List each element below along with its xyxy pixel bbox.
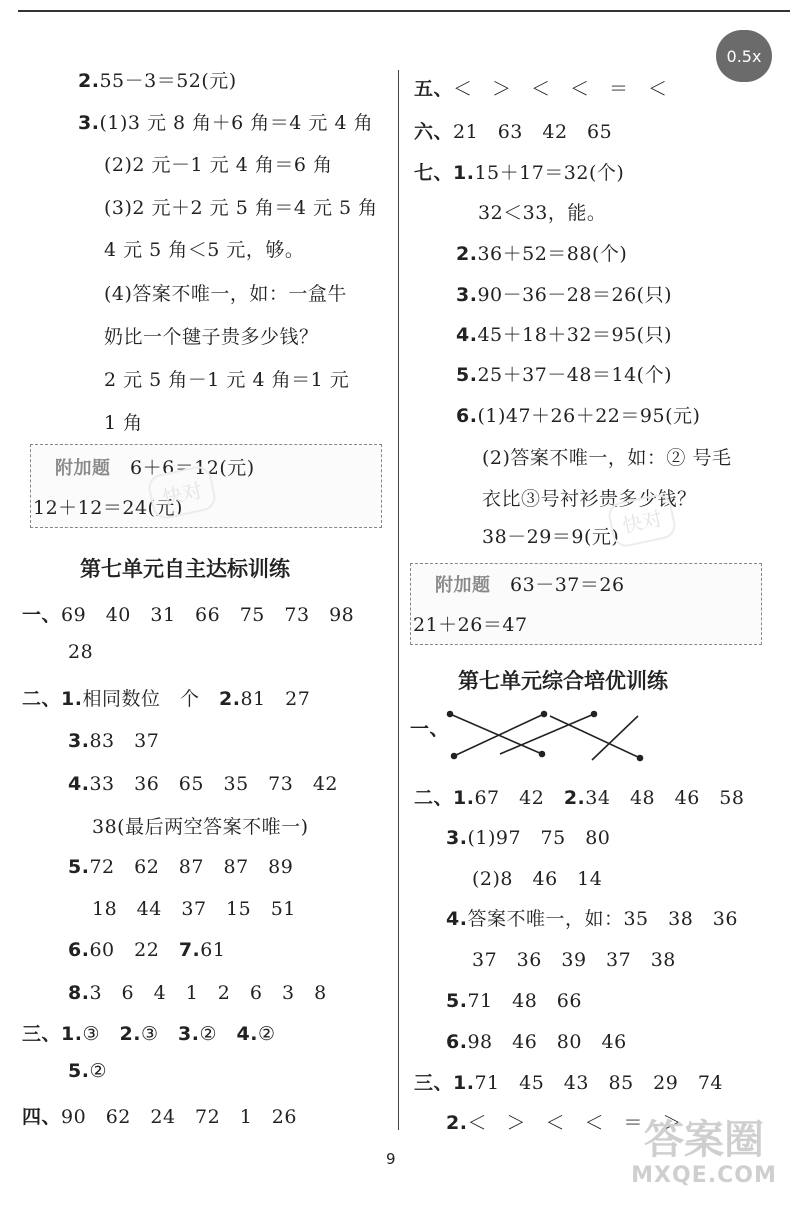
faint-stamp: 快对 xyxy=(606,492,678,549)
matching-lines-diagram xyxy=(444,704,644,766)
answer-line: 2 元 5 角－1 元 4 角＝1 元 xyxy=(104,369,350,391)
answer-line: 4 元 5 角＜5 元，够。 xyxy=(104,239,305,261)
answer-line: 5.72 62 87 87 89 xyxy=(68,856,294,878)
answer-line: 2.55－3＝52(元) xyxy=(78,70,237,92)
answer-line: 28 xyxy=(68,641,94,663)
bonus-label: 附加题 xyxy=(55,458,111,479)
section-title: 第七单元自主达标训练 xyxy=(80,557,290,581)
bonus-line: 附加题 6＋6＝12(元) xyxy=(55,457,255,479)
answer-line: (2)8 46 14 xyxy=(472,868,603,890)
bonus-label: 附加题 xyxy=(435,575,491,596)
answer-line: 奶比一个毽子贵多少钱？ xyxy=(104,326,319,348)
answer-line: 5.25＋37－48＝14(个) xyxy=(456,364,672,386)
answer-line: (4)答案不唯一，如：一盒牛 xyxy=(104,283,347,305)
zoom-badge[interactable]: 0.5x xyxy=(716,30,772,82)
bonus-box xyxy=(410,563,762,645)
answer-line: 五、＜ ＞ ＜ ＜ ＝ ＜ xyxy=(414,78,668,100)
faint-stamp: 快对 xyxy=(146,464,218,521)
answer-line: 6.60 22 7.61 xyxy=(68,939,226,961)
answer-line: 6.98 46 80 46 xyxy=(446,1031,627,1053)
match-line xyxy=(550,716,640,758)
answer-line: 3.(1)97 75 80 xyxy=(446,827,611,849)
answer-line: 2.＜ ＞ ＜ ＜ ＝ ＞ xyxy=(446,1112,682,1134)
column-divider xyxy=(398,70,399,1130)
answer-line: 32＜33，能。 xyxy=(478,202,607,224)
bonus-line: 附加题 63－37＝26 xyxy=(435,574,625,596)
answer-line: 2.36＋52＝88(个) xyxy=(456,243,628,265)
answer-line: 二、1.相同数位 个 2.81 27 xyxy=(22,688,311,710)
page-number: 9 xyxy=(386,1150,396,1168)
answer-line: (3)2 元＋2 元 5 角＝4 元 5 角 xyxy=(104,197,378,219)
match-point xyxy=(542,712,547,717)
answer-line: 衣比③号衬衫贵多少钱？ xyxy=(482,488,697,510)
answer-line: 38－29＝9(元) xyxy=(482,526,620,548)
match-line xyxy=(500,714,594,754)
answer-line: 3.90－36－28＝26(只) xyxy=(456,284,672,306)
answer-line: 8.3 6 4 1 2 6 3 8 xyxy=(68,982,327,1004)
watermark-url: MXQE.COM xyxy=(631,1163,777,1188)
answer-line: 七、1.15＋17＝32(个) xyxy=(414,162,625,184)
section-title: 第七单元综合培优训练 xyxy=(458,669,668,693)
match-point xyxy=(540,752,545,757)
bonus-line: 12＋12＝24(元) xyxy=(33,497,183,519)
match-point xyxy=(592,712,597,717)
answer-line: 三、1.71 45 43 85 29 74 xyxy=(414,1072,724,1094)
answer-line: 18 44 37 15 51 xyxy=(92,898,296,920)
match-point xyxy=(448,712,453,717)
answer-line: 6.(1)47＋26＋22＝95(元) xyxy=(456,405,701,427)
match-point xyxy=(452,754,457,759)
answer-line: 3.(1)3 元 8 角＋6 角＝4 元 4 角 xyxy=(78,112,374,134)
top-rule xyxy=(18,10,790,12)
answer-line: 38(最后两空答案不唯一) xyxy=(92,816,309,838)
answer-line: 二、1.67 42 2.34 48 46 58 xyxy=(414,787,745,809)
answer-line: 一、69 40 31 66 75 73 98 xyxy=(22,604,355,626)
answer-line: 三、1.③ 2.③ 3.② 4.② xyxy=(22,1023,276,1045)
answer-line: 5.71 48 66 xyxy=(446,990,582,1012)
answer-line: 一、 xyxy=(410,718,450,740)
answer-line: 4.答案不唯一，如：35 38 36 xyxy=(446,908,738,930)
watermark-text: 答案圈 xyxy=(644,1117,764,1163)
answer-line: 1 角 xyxy=(104,412,143,434)
answer-line: 5.② xyxy=(68,1060,107,1082)
answer-line: 四、90 62 24 72 1 26 xyxy=(22,1106,297,1128)
bonus-line: 21＋26＝47 xyxy=(413,614,528,636)
answer-line: 六、21 63 42 65 xyxy=(414,121,613,143)
answer-line: 4.45＋18＋32＝95(只) xyxy=(456,324,672,346)
answer-line: (2)2 元－1 元 4 角＝6 角 xyxy=(104,154,333,176)
match-point xyxy=(638,756,643,761)
answer-line: 4.33 36 65 35 73 42 xyxy=(68,773,339,795)
match-line xyxy=(450,714,542,754)
answer-line: 37 36 39 37 38 xyxy=(472,949,676,971)
answer-line: (2)答案不唯一，如：② 号毛 xyxy=(482,447,732,469)
answer-line: 3.83 37 xyxy=(68,730,160,752)
watermark-logo xyxy=(618,1118,790,1202)
